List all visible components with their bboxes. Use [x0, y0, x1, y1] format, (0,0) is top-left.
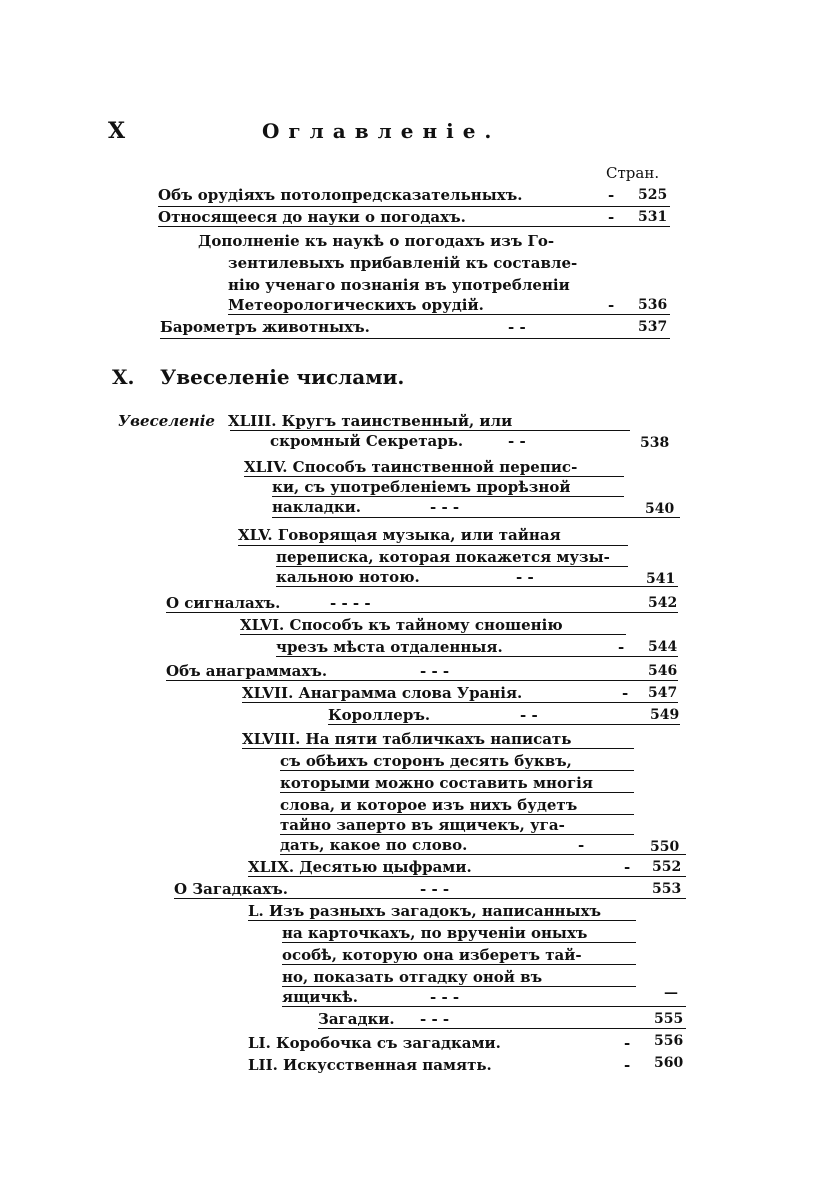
- toc-entry-dots: -: [622, 684, 629, 702]
- toc-entry-dots: - - -: [420, 880, 450, 898]
- toc-entry-text: LII. Искусственная память.: [248, 1056, 492, 1074]
- toc-entry-page: 544: [648, 639, 678, 655]
- toc-entry-dots: - -: [508, 318, 526, 336]
- toc-entry-line: XLV. Говорящая музыка, или тайная: [238, 526, 561, 544]
- toc-entry-dots: - - -: [420, 1010, 450, 1028]
- toc-entry-line: слова, и которое изъ нихъ будетъ: [280, 796, 578, 814]
- toc-entry-dots: - - -: [430, 498, 460, 516]
- underline: [328, 724, 680, 725]
- toc-entry-line: XLVIII. На пяти табличкахъ написать: [242, 730, 572, 748]
- underline: [276, 656, 678, 657]
- underline: [318, 1028, 686, 1029]
- toc-entry-page: 547: [648, 685, 678, 701]
- toc-entry-dots: -: [578, 836, 585, 854]
- toc-entry-dots: - - -: [430, 988, 460, 1006]
- toc-entry-text: Объ анаграммахъ.: [166, 662, 328, 680]
- underline: [282, 986, 636, 987]
- toc-entry-page: 538: [640, 435, 670, 451]
- toc-entry-page: 553: [652, 881, 682, 897]
- toc-entry-text: XLIX. Десятью цыфрами.: [248, 858, 472, 876]
- toc-entry-line: кальною нотою.: [276, 568, 420, 586]
- toc-entry-page: 550: [650, 839, 680, 855]
- toc-entry-dots: -: [608, 296, 615, 314]
- underline: [282, 942, 636, 943]
- toc-entry-line: Дополненіе къ наукѣ о погодахъ изъ Го-: [198, 232, 555, 250]
- entry-group-label: Увеселеніе: [118, 412, 215, 430]
- toc-entry-dots: -: [624, 1056, 631, 1074]
- toc-entry-page: 541: [646, 571, 676, 587]
- toc-entry-line: чрезъ мѣста отдаленныя.: [276, 638, 503, 656]
- toc-entry-line: ящичкѣ.: [282, 988, 359, 1006]
- toc-entry-text: Загадки.: [318, 1010, 395, 1028]
- toc-entry-text: XLVII. Анаграмма слова Уранія.: [242, 684, 523, 702]
- underline: [242, 702, 678, 703]
- toc-entry-text: LI. Коробочка съ загадками.: [248, 1034, 501, 1052]
- underline: [272, 496, 624, 497]
- underline: [166, 680, 678, 681]
- toc-entry-line: но, показать отгадку оной въ: [282, 968, 543, 986]
- toc-entry-dots: -: [618, 638, 625, 656]
- toc-entry-line: XLIII. Кругъ таинственный, или: [228, 412, 513, 430]
- toc-entry-line: скромный Секретарь.: [270, 432, 464, 450]
- underline: [238, 545, 628, 546]
- underline: [158, 226, 670, 227]
- underline: [280, 834, 634, 835]
- toc-entry-page: —: [664, 985, 678, 1001]
- toc-entry-line: дать, какое по слово.: [280, 836, 468, 854]
- toc-entry-text: О Загадкахъ.: [174, 880, 288, 898]
- underline: [272, 517, 680, 518]
- underline: [276, 586, 678, 587]
- page-title: Оглавленіе.: [262, 119, 501, 143]
- page-number: X: [108, 118, 126, 144]
- toc-entry-page: 555: [654, 1011, 684, 1027]
- toc-entry-line: нію ученаго познанія въ употребленіи: [228, 276, 570, 294]
- toc-entry-page: 537: [638, 319, 668, 335]
- toc-entry-line: на карточкахъ, по врученіи оныхъ: [282, 924, 588, 942]
- toc-entry-text: Относящееся до науки о погодахъ.: [158, 208, 466, 226]
- toc-entry-dots: -: [608, 186, 615, 204]
- toc-entry-dots: -: [608, 208, 615, 226]
- toc-entry-line: тайно заперто въ ящичекъ, уга-: [280, 816, 565, 834]
- toc-entry-line: XLVI. Способъ къ тайному сношенію: [240, 616, 563, 634]
- toc-entry-page: 536: [638, 297, 668, 313]
- toc-entry-line: Метеорологическихъ орудій.: [228, 296, 484, 314]
- page-column-label: Стран.: [606, 164, 660, 182]
- toc-entry-page: 542: [648, 595, 678, 611]
- toc-entry-line: зентилевыхъ прибавленій къ составле-: [228, 254, 578, 272]
- underline: [230, 430, 630, 431]
- section-title: Увеселеніе числами.: [160, 365, 405, 389]
- toc-entry-text: Барометръ животныхъ.: [160, 318, 370, 336]
- underline: [248, 920, 636, 921]
- toc-entry-line: съ обѣихъ сторонъ десять буквъ,: [280, 752, 572, 770]
- toc-entry-line: которыми можно составить многія: [280, 774, 593, 792]
- underline: [276, 566, 628, 567]
- toc-entry-page: 525: [638, 187, 668, 203]
- underline: [280, 792, 634, 793]
- toc-entry-dots: - - - -: [330, 594, 371, 612]
- underline: [248, 876, 686, 877]
- underline: [280, 854, 686, 855]
- toc-entry-dots: - - -: [420, 662, 450, 680]
- toc-entry-page: 549: [650, 707, 680, 723]
- underline: [228, 314, 670, 315]
- toc-entry-dots: -: [624, 1034, 631, 1052]
- toc-entry-page: 556: [654, 1033, 684, 1049]
- toc-entry-page: 552: [652, 859, 682, 875]
- toc-entry-page: 540: [645, 501, 675, 517]
- toc-entry-text: Объ орудіяхъ потолопредсказательныхъ.: [158, 186, 523, 204]
- toc-entry-text: Короллеръ.: [328, 706, 431, 724]
- toc-entry-line: переписка, которая покажется музы-: [276, 548, 610, 566]
- underline: [282, 964, 636, 965]
- toc-entry-line: особѣ, которую она изберетъ тай-: [282, 946, 582, 964]
- toc-entry-line: накладки.: [272, 498, 362, 516]
- toc-entry-dots: - -: [520, 706, 538, 724]
- underline: [240, 634, 626, 635]
- toc-entry-page: 531: [638, 209, 668, 225]
- underline: [280, 770, 634, 771]
- toc-entry-page: 546: [648, 663, 678, 679]
- underline: [282, 1006, 686, 1007]
- underline: [280, 814, 634, 815]
- underline: [174, 898, 686, 899]
- toc-entry-line: L. Изъ разныхъ загадокъ, написанныхъ: [248, 902, 602, 920]
- underline: [160, 338, 670, 339]
- toc-entry-page: 560: [654, 1055, 684, 1071]
- underline: [158, 206, 670, 207]
- toc-entry-text: О сигналахъ.: [166, 594, 281, 612]
- toc-entry-line: XLIV. Способъ таинственной перепис-: [244, 458, 578, 476]
- toc-entry-dots: - -: [516, 568, 534, 586]
- toc-entry-dots: -: [624, 858, 631, 876]
- underline: [166, 612, 678, 613]
- toc-entry-line: ки, съ употребленіемъ прорѣзной: [272, 478, 571, 496]
- underline: [242, 748, 634, 749]
- underline: [244, 476, 624, 477]
- toc-entry-dots: - -: [508, 432, 526, 450]
- section-number: X.: [112, 365, 135, 389]
